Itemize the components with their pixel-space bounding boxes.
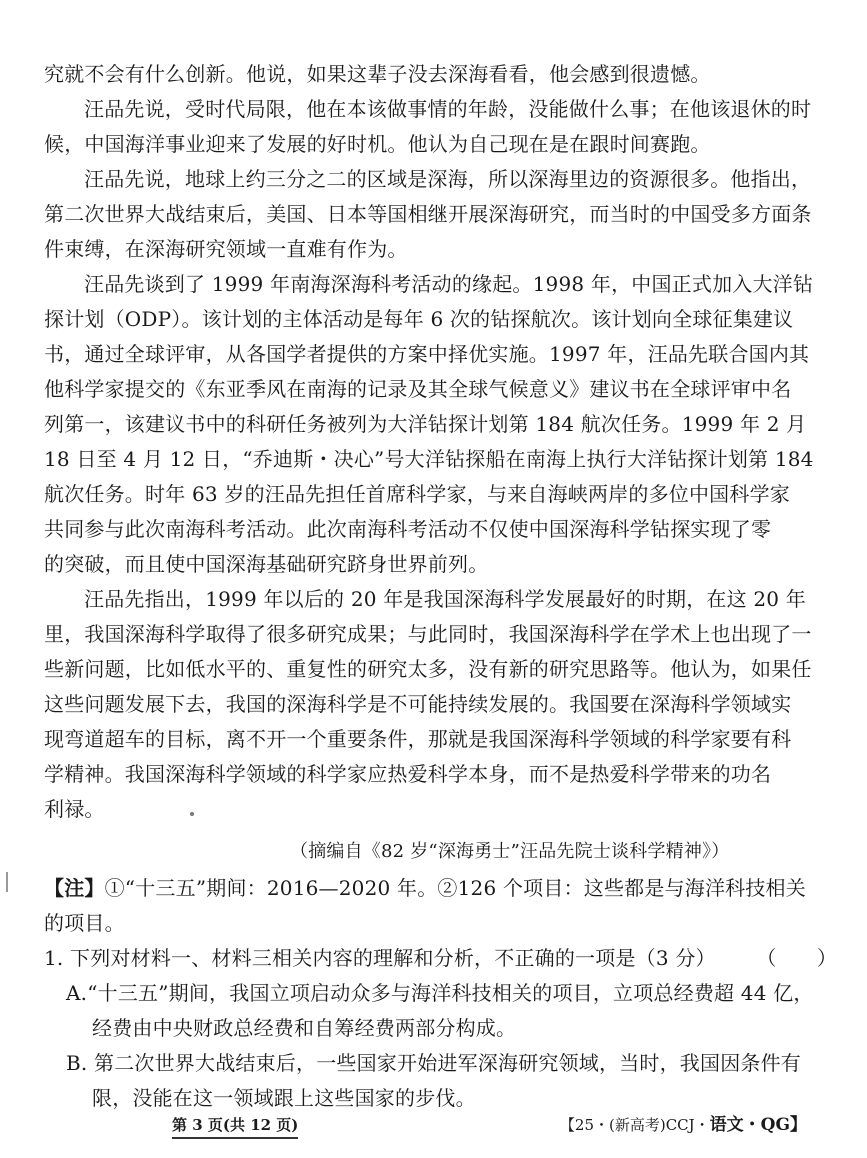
text-line: 些新问题，比如低水平的、重复性的研究太多，没有新的研究思路等。他认为，如果任 (44, 657, 812, 681)
text-line: 候，中国海洋事业迎来了发展的好时机。他认为自己现在是在跟时间赛跑。 (44, 132, 711, 156)
text-line: 件束缚，在深海研究领域一直难有作为。 (44, 237, 408, 261)
text-line: 这些问题发展下去，我国的深海科学是不可能持续发展的。我国要在深海科学领域实 (44, 692, 792, 716)
note-text: ①“十三五”期间：2016—2020 年。②126 个项目：这些都是与海洋科技相关 (104, 876, 806, 900)
text-line: 汪品先说，受时代局限，他在本该做事情的年龄，没能做什么事；在他该退休的时 (84, 97, 812, 121)
option-a: A.“十三五”期间，我国立项启动众多与海洋科技相关的项目，立项总经费超 44 亿， (66, 981, 814, 1005)
text-line: 利禄。 (44, 797, 105, 821)
exam-code-text: 【25・(新高考)CCJ・ (559, 1116, 710, 1134)
text-line: 书，通过全球评审，从各国学者提供的方案中择优实施。1997 年，汪品先联合国内其 (44, 342, 810, 366)
text-line: 学精神。我国深海科学领域的科学家应热爱科学本身，而不是热爱科学带来的功名 (44, 762, 772, 786)
text-line: 现弯道超车的目标，离不开一个重要条件，那就是我国深海科学领域的科学家要有科 (44, 727, 792, 751)
option-a-cont: 经费由中央财政总经费和自筹经费两部分构成。 (92, 1016, 517, 1040)
margin-mark (6, 872, 8, 892)
text-line: 汪品先指出，1999 年以后的 20 年是我国深海科学发展最好的时期，在这 20 年 (84, 587, 806, 611)
text-line: 里，我国深海科学取得了很多研究成果；与此同时，我国深海科学在学术上也出现了一 (44, 622, 812, 646)
note-label: 【注】 (44, 876, 105, 900)
question-stem: 1. 下列对材料一、材料三相关内容的理解和分析，不正确的一项是（3 分） （ ） (44, 946, 838, 970)
text-line: 汪品先谈到了 1999 年南海深海科考活动的缘起。1998 年，中国正式加入大洋钻 (84, 272, 814, 296)
text-line: 的突破，而且使中国深海基础研究跻身世界前列。 (44, 552, 489, 576)
text-line: 第二次世界大战结束后，美国、日本等国相继开展深海研究，而当时的中国受多方面条 (44, 202, 812, 226)
subject-label: 语文・QG】 (709, 1115, 807, 1135)
stray-dot (190, 812, 194, 816)
text-line: 汪品先说，地球上约三分之二的区域是深海，所以深海里边的资源很多。他指出， (84, 167, 812, 191)
text-line: 共同参与此次南海科考活动。此次南海科考活动不仅使中国深海科学钻探实现了零 (44, 517, 772, 541)
option-b: B. 第二次世界大战结束后，一些国家开始进军深海研究领域，当时，我国因条件有 (66, 1051, 802, 1075)
text-line: 列第一，该建议书中的科研任务被列为大洋钻探计划第 184 航次任务。1999 年 2 月 (44, 412, 807, 436)
text-line: 他科学家提交的《东亚季风在南海的记录及其全球气候意义》建议书在全球评审中名 (44, 377, 792, 401)
text-line: 究就不会有什么创新。他说，如果这辈子没去深海看看，他会感到很遗憾。 (44, 62, 711, 86)
text-line: 的项目。 (44, 911, 125, 935)
option-b-cont: 限，没能在这一领域跟上这些国家的步伐。 (92, 1086, 476, 1110)
text-line: 18 日至 4 月 12 日，“乔迪斯・决心”号大洋钻探船在南海上执行大洋钻探计划第 184 (44, 447, 814, 471)
text-line: 航次任务。时年 63 岁的汪品先担任首席科学家，与来自海峡两岸的多位中国科学家 (44, 482, 790, 506)
page-number: 第 3 页(共 12 页) (172, 1115, 298, 1139)
exam-code (560, 1115, 807, 1135)
note-line (44, 876, 806, 900)
source-citation: （摘编自《82 岁“深海勇士”汪品先院士谈科学精神》） (290, 841, 730, 862)
text-line: 探计划（ODP）。该计划的主体活动是每年 6 次的钻探航次。该计划向全球征集建议 (44, 307, 794, 331)
